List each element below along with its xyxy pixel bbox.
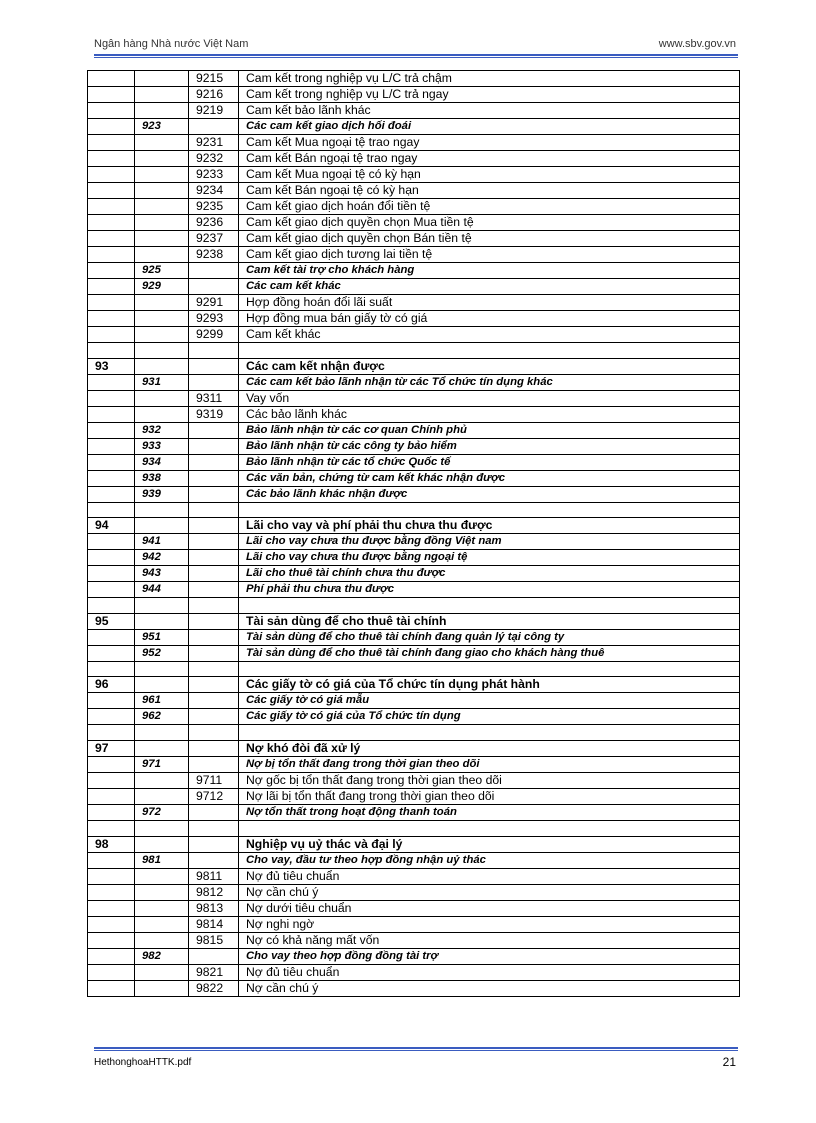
account-level1-code bbox=[88, 390, 135, 406]
account-level1-code bbox=[88, 804, 135, 820]
account-level1-code bbox=[88, 852, 135, 868]
account-name: Các cam kết nhận được bbox=[239, 358, 740, 374]
account-level3-code bbox=[189, 693, 239, 709]
account-level3-code bbox=[189, 756, 239, 772]
table-row bbox=[88, 788, 740, 804]
account-name: Lãi cho vay chưa thu được bằng ngoại tệ bbox=[239, 550, 740, 566]
account-name: Hợp đồng hoán đổi lãi suất bbox=[239, 295, 740, 311]
account-level2-code: 938 bbox=[135, 470, 189, 486]
account-level3-code bbox=[189, 358, 239, 374]
account-name: Nợ đủ tiêu chuẩn bbox=[239, 868, 740, 884]
account-level3-code: 9821 bbox=[189, 964, 239, 980]
account-level2-code bbox=[135, 135, 189, 151]
account-level2-code: 951 bbox=[135, 629, 189, 645]
table-row bbox=[88, 374, 740, 390]
account-level1-code bbox=[88, 693, 135, 709]
account-level2-code bbox=[135, 295, 189, 311]
account-level2-code bbox=[135, 598, 189, 614]
account-level2-code bbox=[135, 788, 189, 804]
account-name bbox=[239, 820, 740, 836]
footer-rule bbox=[94, 1047, 738, 1051]
table-row bbox=[88, 279, 740, 295]
account-level2-code: 929 bbox=[135, 279, 189, 295]
account-name: Nợ khó đòi đã xử lý bbox=[239, 740, 740, 756]
account-name: Các cam kết giao dịch hối đoái bbox=[239, 119, 740, 135]
account-level1-code bbox=[88, 566, 135, 582]
account-level3-code bbox=[189, 454, 239, 470]
account-level3-code bbox=[189, 486, 239, 502]
table-row bbox=[88, 534, 740, 550]
account-name: Cam kết giao dịch quyền chọn Mua tiền tệ bbox=[239, 215, 740, 231]
account-level2-code: 944 bbox=[135, 582, 189, 598]
account-level3-code: 9235 bbox=[189, 199, 239, 215]
account-level2-code: 941 bbox=[135, 534, 189, 550]
account-name: Tài sản dùng để cho thuê tài chính đang quản lý tại công ty bbox=[239, 629, 740, 645]
account-level2-code: 933 bbox=[135, 438, 189, 454]
account-level1-code bbox=[88, 486, 135, 502]
account-level3-code bbox=[189, 518, 239, 534]
table-row bbox=[88, 693, 740, 709]
account-level3-code: 9822 bbox=[189, 980, 239, 996]
table-row bbox=[88, 295, 740, 311]
account-level2-code: 971 bbox=[135, 756, 189, 772]
table-row bbox=[88, 550, 740, 566]
account-level1-code bbox=[88, 279, 135, 295]
account-level1-code bbox=[88, 406, 135, 422]
account-name bbox=[239, 343, 740, 359]
account-level3-code bbox=[189, 804, 239, 820]
table-row bbox=[88, 598, 740, 614]
account-level2-code bbox=[135, 884, 189, 900]
account-level2-code: 923 bbox=[135, 119, 189, 135]
table-row bbox=[88, 900, 740, 916]
account-level1-code bbox=[88, 295, 135, 311]
account-level2-code bbox=[135, 677, 189, 693]
account-level3-code: 9319 bbox=[189, 406, 239, 422]
account-level1-code: 94 bbox=[88, 518, 135, 534]
account-name bbox=[239, 598, 740, 614]
table-row bbox=[88, 677, 740, 693]
account-level1-code bbox=[88, 629, 135, 645]
account-level1-code bbox=[88, 661, 135, 677]
table-row bbox=[88, 167, 740, 183]
table-row bbox=[88, 183, 740, 199]
account-name: Cam kết bảo lãnh khác bbox=[239, 103, 740, 119]
table-row bbox=[88, 390, 740, 406]
table-row bbox=[88, 327, 740, 343]
account-level1-code bbox=[88, 374, 135, 390]
account-level1-code bbox=[88, 438, 135, 454]
account-level3-code bbox=[189, 948, 239, 964]
account-level1-code bbox=[88, 534, 135, 550]
account-level2-code bbox=[135, 518, 189, 534]
account-level1-code bbox=[88, 645, 135, 661]
table-row bbox=[88, 135, 740, 151]
account-level2-code bbox=[135, 390, 189, 406]
account-level3-code: 9216 bbox=[189, 87, 239, 103]
account-level1-code bbox=[88, 167, 135, 183]
account-level1-code bbox=[88, 231, 135, 247]
account-level3-code bbox=[189, 645, 239, 661]
account-level2-code bbox=[135, 932, 189, 948]
account-level1-code bbox=[88, 550, 135, 566]
table-row bbox=[88, 852, 740, 868]
account-level2-code bbox=[135, 916, 189, 932]
table-row bbox=[88, 964, 740, 980]
table-row bbox=[88, 756, 740, 772]
account-level1-code bbox=[88, 327, 135, 343]
table-row bbox=[88, 772, 740, 788]
account-level3-code bbox=[189, 820, 239, 836]
table-row bbox=[88, 247, 740, 263]
account-level1-code bbox=[88, 788, 135, 804]
account-name bbox=[239, 502, 740, 518]
account-level3-code: 9237 bbox=[189, 231, 239, 247]
account-level3-code: 9231 bbox=[189, 135, 239, 151]
account-name: Nợ dưới tiêu chuẩn bbox=[239, 900, 740, 916]
account-name: Phí phải thu chưa thu được bbox=[239, 582, 740, 598]
account-level3-code bbox=[189, 629, 239, 645]
account-name: Nợ cần chú ý bbox=[239, 884, 740, 900]
account-level2-code bbox=[135, 406, 189, 422]
account-level2-code bbox=[135, 215, 189, 231]
account-level3-code bbox=[189, 740, 239, 756]
account-level2-code: 982 bbox=[135, 948, 189, 964]
account-level2-code bbox=[135, 964, 189, 980]
account-level2-code bbox=[135, 343, 189, 359]
account-level3-code bbox=[189, 502, 239, 518]
account-level1-code bbox=[88, 820, 135, 836]
account-level3-code bbox=[189, 263, 239, 279]
account-level3-code: 9233 bbox=[189, 167, 239, 183]
table-row bbox=[88, 263, 740, 279]
account-level2-code bbox=[135, 247, 189, 263]
account-level3-code bbox=[189, 422, 239, 438]
account-level3-code bbox=[189, 438, 239, 454]
account-name: Nợ tổn thất trong hoạt động thanh toán bbox=[239, 804, 740, 820]
account-level3-code: 9291 bbox=[189, 295, 239, 311]
account-name: Các cam kết bảo lãnh nhận từ các Tổ chức tín dụng khác bbox=[239, 374, 740, 390]
account-level1-code bbox=[88, 343, 135, 359]
table-row bbox=[88, 518, 740, 534]
account-name: Cam kết giao dịch tương lai tiền tệ bbox=[239, 247, 740, 263]
table-row bbox=[88, 358, 740, 374]
account-name: Cam kết trong nghiệp vụ L/C trả ngay bbox=[239, 87, 740, 103]
table-row bbox=[88, 343, 740, 359]
account-level3-code: 9215 bbox=[189, 71, 239, 87]
account-level2-code bbox=[135, 740, 189, 756]
account-level3-code bbox=[189, 725, 239, 741]
account-name: Cam kết Mua ngoại tệ có kỳ hạn bbox=[239, 167, 740, 183]
account-level2-code: 932 bbox=[135, 422, 189, 438]
table-row bbox=[88, 884, 740, 900]
account-name: Lãi cho vay và phí phải thu chưa thu được bbox=[239, 518, 740, 534]
account-level2-code: 962 bbox=[135, 709, 189, 725]
account-level1-code bbox=[88, 422, 135, 438]
account-level3-code bbox=[189, 661, 239, 677]
account-level3-code bbox=[189, 534, 239, 550]
account-name: Cam kết giao dịch hoán đổi tiền tệ bbox=[239, 199, 740, 215]
account-level1-code: 95 bbox=[88, 613, 135, 629]
account-name: Cam kết giao dịch quyền chọn Bán tiền tệ bbox=[239, 231, 740, 247]
account-level1-code bbox=[88, 71, 135, 87]
account-name: Nợ có khả năng mất vốn bbox=[239, 932, 740, 948]
account-level2-code bbox=[135, 613, 189, 629]
account-name: Các bảo lãnh khác bbox=[239, 406, 740, 422]
table-row bbox=[88, 151, 740, 167]
account-name bbox=[239, 725, 740, 741]
account-name: Cam kết Bán ngoại tệ có kỳ hạn bbox=[239, 183, 740, 199]
table-row bbox=[88, 215, 740, 231]
account-name: Cam kết khác bbox=[239, 327, 740, 343]
account-level2-code bbox=[135, 151, 189, 167]
account-name: Nợ bị tổn thất đang trong thời gian theo dõi bbox=[239, 756, 740, 772]
account-level2-code bbox=[135, 502, 189, 518]
account-level1-code bbox=[88, 502, 135, 518]
account-name: Tài sản dùng để cho thuê tài chính bbox=[239, 613, 740, 629]
table-row bbox=[88, 980, 740, 996]
account-level1-code bbox=[88, 103, 135, 119]
account-name: Cam kết Mua ngoại tệ trao ngay bbox=[239, 135, 740, 151]
table-row bbox=[88, 916, 740, 932]
account-level2-code: 931 bbox=[135, 374, 189, 390]
footer-filename: HethonghoaHTTK.pdf bbox=[94, 1057, 192, 1068]
table-row bbox=[88, 804, 740, 820]
account-level1-code bbox=[88, 247, 135, 263]
account-level3-code bbox=[189, 709, 239, 725]
account-name: Nghiệp vụ uỷ thác và đại lý bbox=[239, 836, 740, 852]
account-level3-code bbox=[189, 836, 239, 852]
account-name: Cam kết tài trợ cho khách hàng bbox=[239, 263, 740, 279]
table-row bbox=[88, 438, 740, 454]
account-level2-code bbox=[135, 900, 189, 916]
page-number: 21 bbox=[722, 1055, 736, 1069]
account-level3-code: 9814 bbox=[189, 916, 239, 932]
account-name: Vay vốn bbox=[239, 390, 740, 406]
account-level2-code bbox=[135, 836, 189, 852]
account-level2-code: 952 bbox=[135, 645, 189, 661]
account-level2-code: 925 bbox=[135, 263, 189, 279]
table-row bbox=[88, 71, 740, 87]
table-row bbox=[88, 119, 740, 135]
account-level3-code bbox=[189, 566, 239, 582]
account-level1-code: 98 bbox=[88, 836, 135, 852]
account-level2-code: 943 bbox=[135, 566, 189, 582]
account-level3-code: 9232 bbox=[189, 151, 239, 167]
account-level2-code bbox=[135, 71, 189, 87]
account-level2-code bbox=[135, 87, 189, 103]
account-name: Các giấy tờ có giá của Tổ chức tín dụng bbox=[239, 709, 740, 725]
account-level3-code: 9712 bbox=[189, 788, 239, 804]
table-row bbox=[88, 422, 740, 438]
account-level1-code bbox=[88, 151, 135, 167]
table-row bbox=[88, 709, 740, 725]
account-level1-code bbox=[88, 725, 135, 741]
account-level2-code bbox=[135, 183, 189, 199]
header-org-name: Ngân hàng Nhà nước Việt Nam bbox=[94, 38, 249, 50]
header-rule bbox=[94, 54, 738, 58]
account-level2-code bbox=[135, 725, 189, 741]
table-row bbox=[88, 932, 740, 948]
account-name: Lãi cho thuê tài chính chưa thu được bbox=[239, 566, 740, 582]
account-level2-code: 981 bbox=[135, 852, 189, 868]
table-row bbox=[88, 311, 740, 327]
account-level1-code bbox=[88, 868, 135, 884]
account-level1-code bbox=[88, 772, 135, 788]
account-level1-code: 97 bbox=[88, 740, 135, 756]
account-level1-code bbox=[88, 900, 135, 916]
account-level2-code: 942 bbox=[135, 550, 189, 566]
account-level3-code: 9293 bbox=[189, 311, 239, 327]
account-level3-code: 9811 bbox=[189, 868, 239, 884]
account-level2-code bbox=[135, 661, 189, 677]
account-level2-code bbox=[135, 868, 189, 884]
account-level2-code bbox=[135, 820, 189, 836]
account-level3-code bbox=[189, 582, 239, 598]
table-row bbox=[88, 820, 740, 836]
account-level2-code bbox=[135, 103, 189, 119]
account-level3-code bbox=[189, 598, 239, 614]
table-row bbox=[88, 740, 740, 756]
account-name: Hợp đồng mua bán giấy tờ có giá bbox=[239, 311, 740, 327]
account-level3-code bbox=[189, 852, 239, 868]
account-name: Cho vay, đầu tư theo hợp đồng nhận uỷ thác bbox=[239, 852, 740, 868]
account-name: Các văn bản, chứng từ cam kết khác nhận được bbox=[239, 470, 740, 486]
account-name: Các bảo lãnh khác nhận được bbox=[239, 486, 740, 502]
account-level1-code bbox=[88, 454, 135, 470]
account-level3-code bbox=[189, 677, 239, 693]
account-name: Cho vay theo hợp đồng đồng tài trợ bbox=[239, 948, 740, 964]
account-name: Bảo lãnh nhận từ các công ty bảo hiểm bbox=[239, 438, 740, 454]
account-level1-code bbox=[88, 263, 135, 279]
table-row bbox=[88, 613, 740, 629]
table-row bbox=[88, 103, 740, 119]
account-name: Nợ gốc bị tổn thất đang trong thời gian theo dõi bbox=[239, 772, 740, 788]
account-level1-code bbox=[88, 183, 135, 199]
account-level2-code bbox=[135, 358, 189, 374]
account-level3-code: 9812 bbox=[189, 884, 239, 900]
account-name: Nợ lãi bị tổn thất đang trong thời gian theo dõi bbox=[239, 788, 740, 804]
account-level1-code bbox=[88, 948, 135, 964]
account-level2-code bbox=[135, 199, 189, 215]
account-level3-code: 9234 bbox=[189, 183, 239, 199]
table-row bbox=[88, 454, 740, 470]
table-row bbox=[88, 566, 740, 582]
table-row bbox=[88, 645, 740, 661]
account-level1-code bbox=[88, 884, 135, 900]
account-level2-code bbox=[135, 231, 189, 247]
account-level2-code bbox=[135, 327, 189, 343]
account-name: Bảo lãnh nhận từ các cơ quan Chính phủ bbox=[239, 422, 740, 438]
account-level1-code bbox=[88, 756, 135, 772]
account-level1-code bbox=[88, 980, 135, 996]
account-level2-code: 939 bbox=[135, 486, 189, 502]
account-name: Bảo lãnh nhận từ các tổ chức Quốc tế bbox=[239, 454, 740, 470]
account-name bbox=[239, 661, 740, 677]
account-level2-code: 972 bbox=[135, 804, 189, 820]
account-level3-code bbox=[189, 613, 239, 629]
account-table bbox=[87, 70, 740, 997]
account-level3-code: 9236 bbox=[189, 215, 239, 231]
account-level2-code bbox=[135, 167, 189, 183]
account-level1-code bbox=[88, 311, 135, 327]
table-row bbox=[88, 836, 740, 852]
account-level1-code bbox=[88, 964, 135, 980]
account-level3-code bbox=[189, 279, 239, 295]
account-level1-code bbox=[88, 932, 135, 948]
account-level1-code bbox=[88, 199, 135, 215]
table-row bbox=[88, 502, 740, 518]
account-name: Các giấy tờ có giá mẫu bbox=[239, 693, 740, 709]
account-level3-code: 9813 bbox=[189, 900, 239, 916]
account-level2-code: 961 bbox=[135, 693, 189, 709]
header-website[interactable]: www.sbv.gov.vn bbox=[658, 38, 736, 50]
account-name: Tài sản dùng để cho thuê tài chính đang giao cho khách hàng thuê bbox=[239, 645, 740, 661]
table-row bbox=[88, 725, 740, 741]
table-row bbox=[88, 470, 740, 486]
account-level3-code bbox=[189, 470, 239, 486]
account-name: Nợ nghi ngờ bbox=[239, 916, 740, 932]
account-name: Các cam kết khác bbox=[239, 279, 740, 295]
account-level3-code: 9219 bbox=[189, 103, 239, 119]
table-row bbox=[88, 87, 740, 103]
account-level1-code bbox=[88, 87, 135, 103]
table-row bbox=[88, 629, 740, 645]
account-level3-code: 9311 bbox=[189, 390, 239, 406]
table-row bbox=[88, 661, 740, 677]
account-level2-code: 934 bbox=[135, 454, 189, 470]
account-name: Nợ cần chú ý bbox=[239, 980, 740, 996]
account-name: Các giấy tờ có giá của Tổ chức tín dụng phát hành bbox=[239, 677, 740, 693]
account-level3-code: 9711 bbox=[189, 772, 239, 788]
account-level1-code bbox=[88, 119, 135, 135]
account-level3-code: 9299 bbox=[189, 327, 239, 343]
table-row bbox=[88, 948, 740, 964]
account-level3-code bbox=[189, 343, 239, 359]
account-name: Cam kết Bán ngoại tệ trao ngay bbox=[239, 151, 740, 167]
account-level1-code: 96 bbox=[88, 677, 135, 693]
table-row bbox=[88, 486, 740, 502]
table-row bbox=[88, 868, 740, 884]
account-level2-code bbox=[135, 980, 189, 996]
account-level1-code bbox=[88, 135, 135, 151]
account-level3-code bbox=[189, 119, 239, 135]
account-level1-code bbox=[88, 470, 135, 486]
account-level1-code bbox=[88, 215, 135, 231]
account-level1-code: 93 bbox=[88, 358, 135, 374]
account-level3-code: 9815 bbox=[189, 932, 239, 948]
account-name: Lãi cho vay chưa thu được bằng đồng Việt nam bbox=[239, 534, 740, 550]
account-level2-code bbox=[135, 311, 189, 327]
table-row bbox=[88, 582, 740, 598]
account-level1-code bbox=[88, 916, 135, 932]
account-level2-code bbox=[135, 772, 189, 788]
account-level1-code bbox=[88, 598, 135, 614]
account-level3-code: 9238 bbox=[189, 247, 239, 263]
account-name: Nợ đủ tiêu chuẩn bbox=[239, 964, 740, 980]
account-level3-code bbox=[189, 374, 239, 390]
table-row bbox=[88, 406, 740, 422]
account-level1-code bbox=[88, 709, 135, 725]
table-row bbox=[88, 199, 740, 215]
account-name: Cam kết trong nghiệp vụ L/C trả chậm bbox=[239, 71, 740, 87]
account-level3-code bbox=[189, 550, 239, 566]
account-level1-code bbox=[88, 582, 135, 598]
table-row bbox=[88, 231, 740, 247]
